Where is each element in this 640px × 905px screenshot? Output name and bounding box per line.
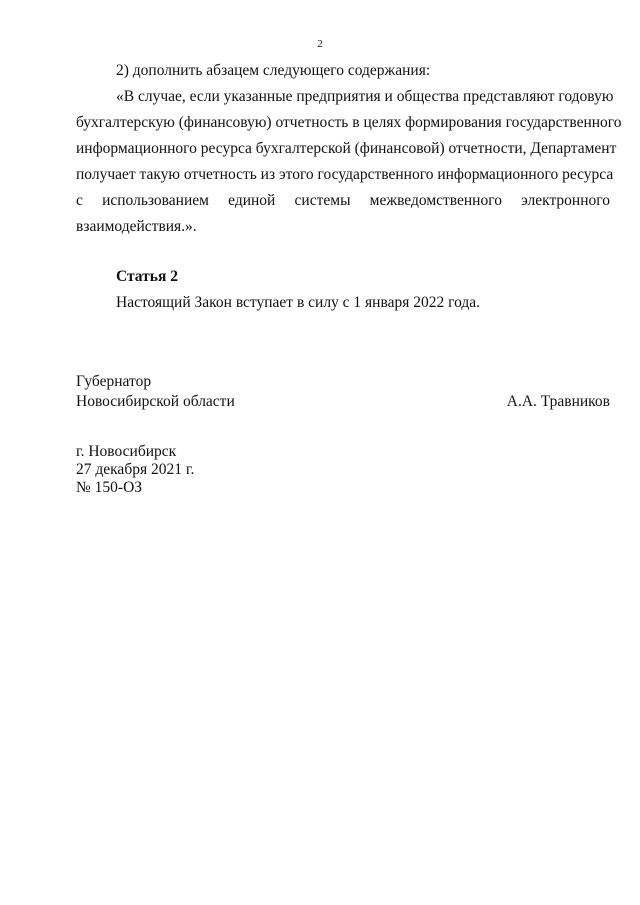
signatory-name: А.А. Травников bbox=[506, 393, 610, 410]
signatory-title-line1: Губернатор bbox=[76, 373, 152, 390]
place-date-block bbox=[76, 443, 194, 497]
signature-block bbox=[76, 372, 610, 412]
quote-line: получает такую отчетность из этого государственного информационного ресурса bbox=[76, 166, 614, 183]
quote-line: бухгалтерскую (финансовую) отчетность в целях формирования государственного bbox=[76, 114, 622, 131]
quote-line: информационного ресурса бухгалтерской (финансовой) отчетности, Департамент bbox=[76, 140, 617, 157]
signatory-title-line2: Новосибирской области bbox=[76, 393, 235, 410]
amendment-quote bbox=[76, 84, 622, 240]
city: г. Новосибирск bbox=[76, 443, 177, 460]
quote-line: «В случае, если указанные предприятия и общества представляют годовую bbox=[116, 88, 614, 105]
article-text: Настоящий Закон вступает в силу с 1 января 2022 года. bbox=[116, 294, 481, 311]
law-number: № 150-ОЗ bbox=[76, 479, 143, 496]
page-number: 2 bbox=[317, 38, 323, 50]
law-date: 27 декабря 2021 г. bbox=[76, 461, 195, 478]
quote-line: с использованием единой системы межведомственного электронного bbox=[76, 192, 610, 209]
quote-line: взаимодействия.». bbox=[76, 218, 197, 235]
amendment-intro: 2) дополнить абзацем следующего содержания: bbox=[116, 62, 431, 79]
article-heading: Статья 2 bbox=[116, 268, 178, 285]
signature-row bbox=[76, 392, 610, 412]
